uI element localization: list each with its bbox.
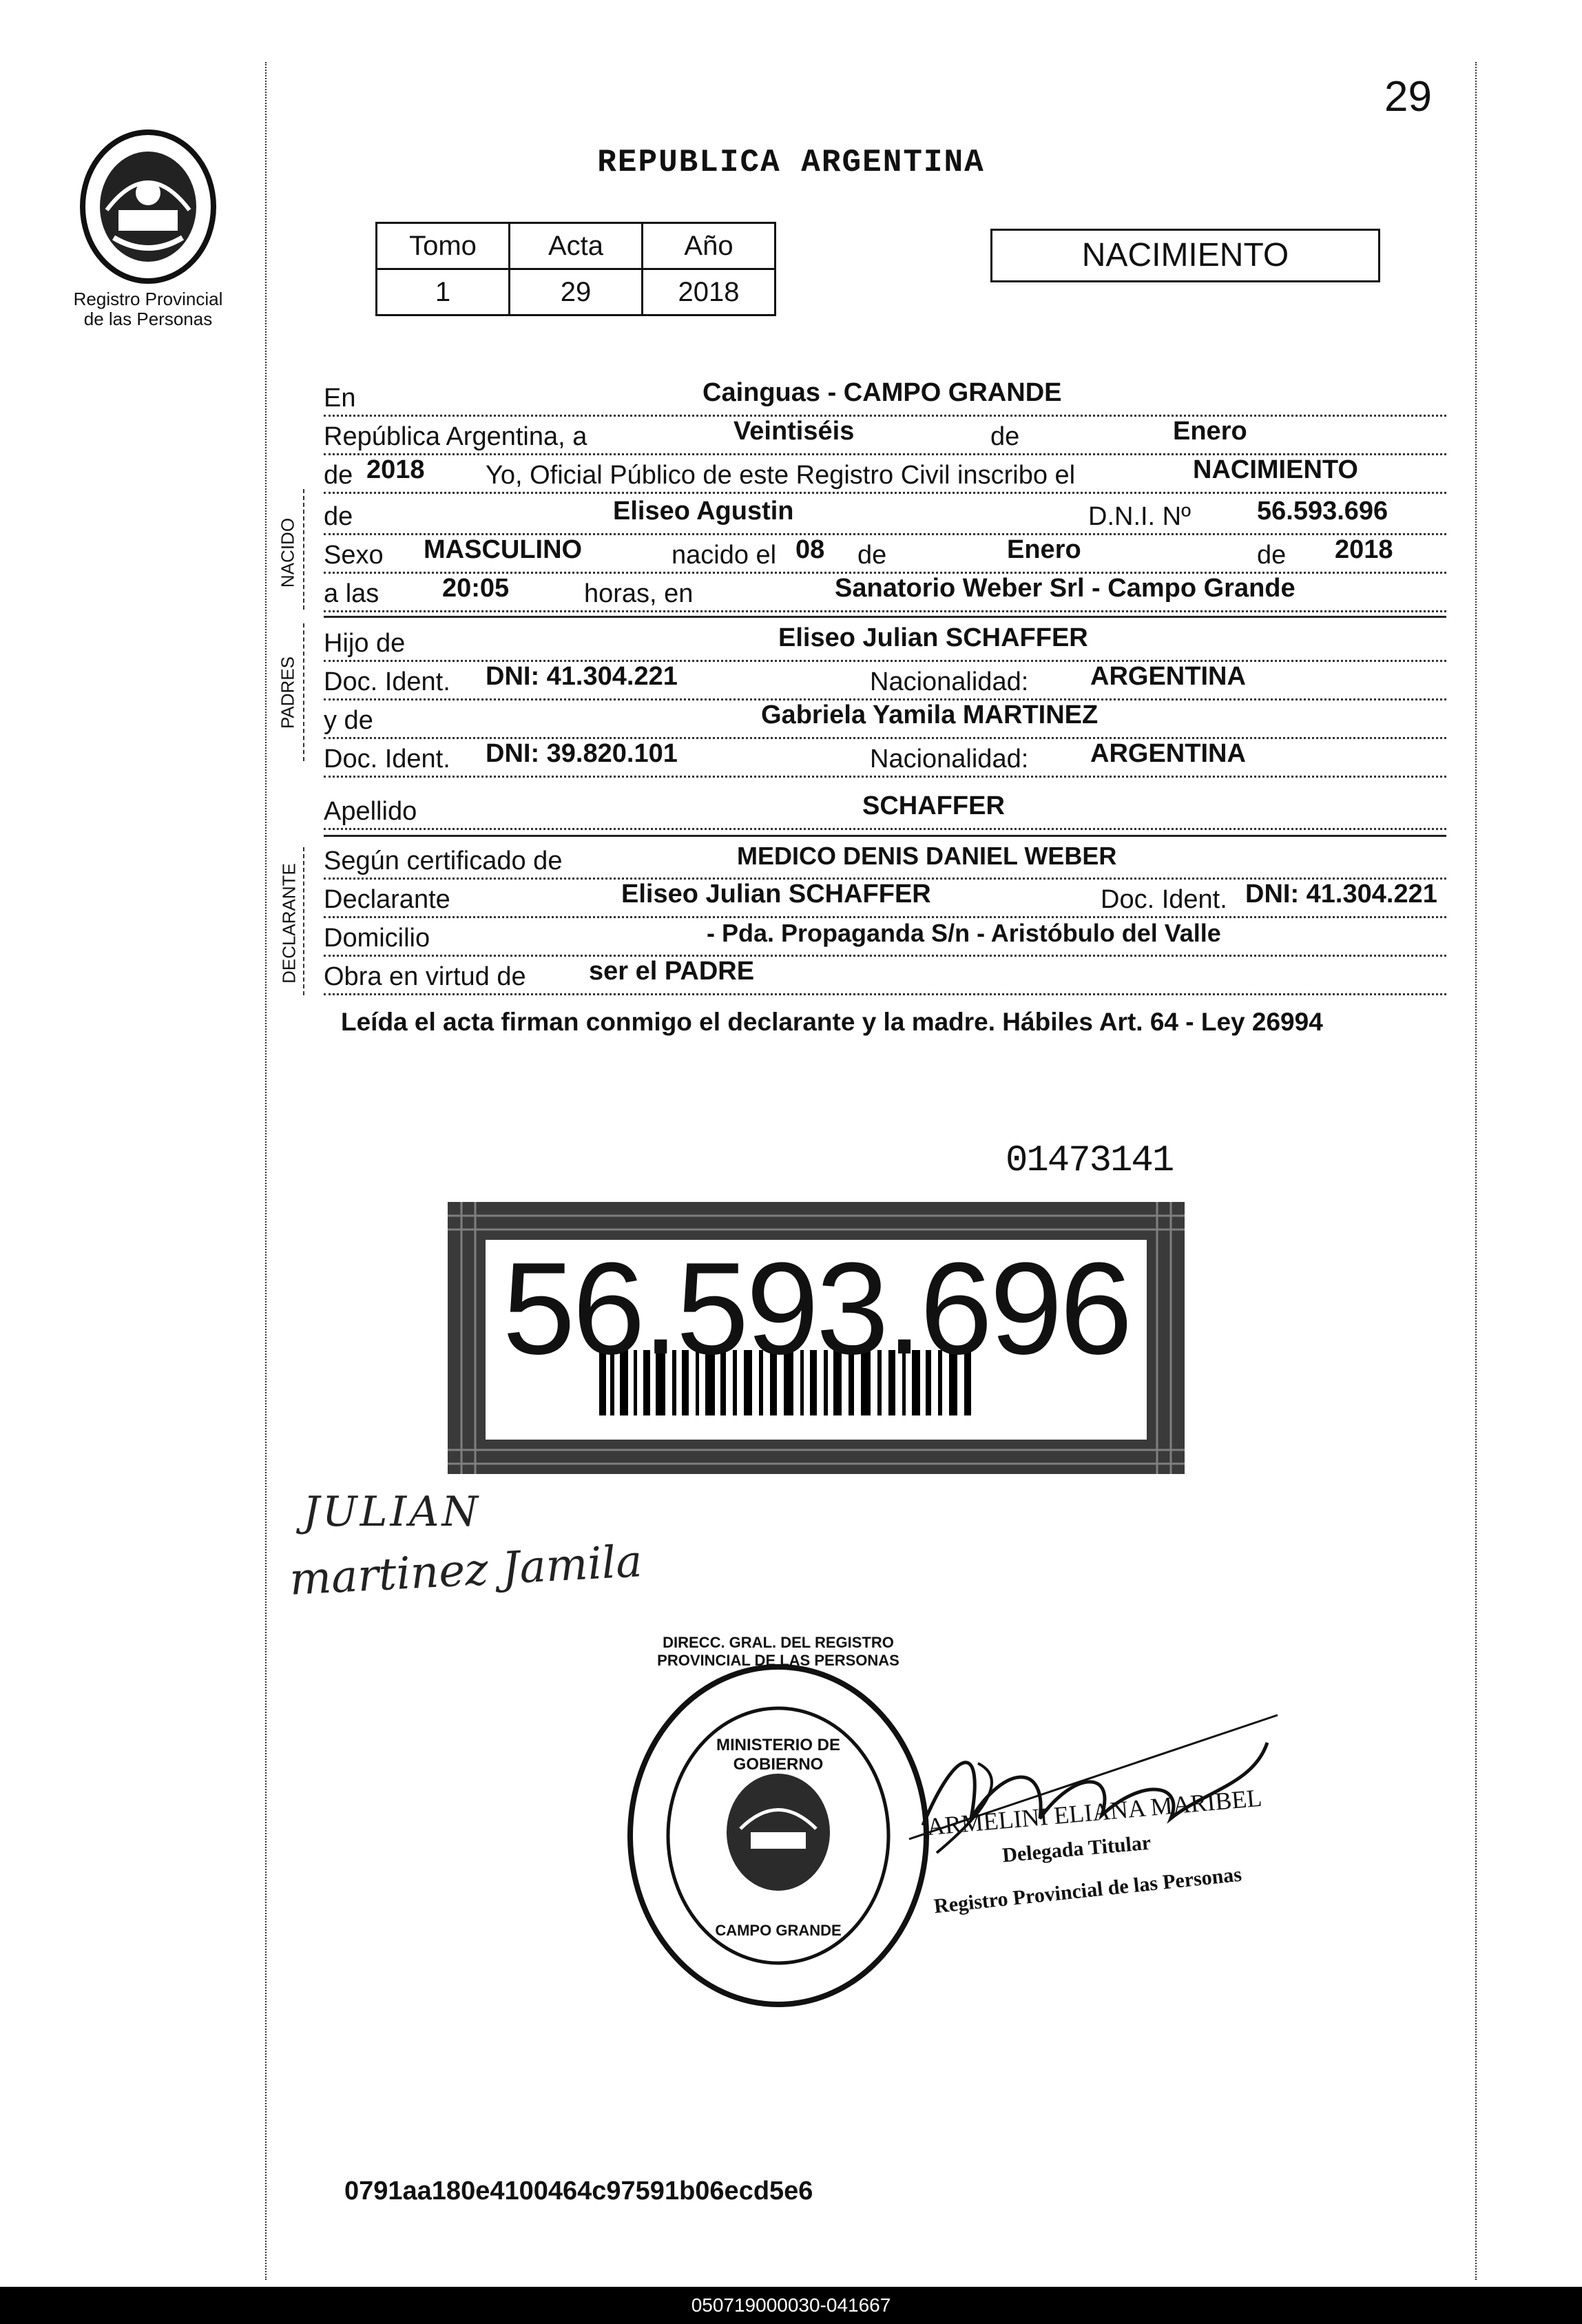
row-obra — [324, 956, 1446, 995]
handwritten-line-1: JULIAN — [303, 1488, 481, 1536]
dni-label: D.N.I. Nº — [1088, 502, 1191, 531]
row-madre-doc — [324, 738, 1446, 778]
row-certificado — [324, 840, 1446, 880]
header-acta: Acta — [510, 223, 643, 269]
nacido-de-label: de — [857, 541, 887, 570]
signatory-office: Registro Provincial de las Personas — [933, 1863, 1243, 1918]
page-number: 29 — [1384, 73, 1432, 121]
logo-caption-line2: de las Personas — [83, 309, 213, 329]
day-value: Veintiséis — [733, 417, 855, 446]
lugar-value: Sanatorio Weber Srl - Campo Grande — [835, 574, 1295, 603]
yde-label: y de — [324, 706, 373, 735]
header-ano: Año — [643, 223, 776, 269]
declarante-label: Declarante — [324, 885, 450, 914]
barcode-dni-number: 56.593.696 — [502, 1236, 1130, 1382]
nacido-side-line — [303, 489, 304, 610]
madre-nac-label: Nacionalidad: — [870, 745, 1029, 774]
sexo-value: MASCULINO — [424, 535, 583, 564]
serial-number: 01473141 — [1006, 1140, 1174, 1182]
row-hijo — [324, 623, 1446, 662]
handwritten-line-2: martinez Jamila — [288, 1536, 644, 1606]
hora-value: 20:05 — [442, 574, 510, 603]
nacido-month: Enero — [1007, 535, 1081, 564]
padre-doc-label: Doc. Ident. — [324, 667, 450, 696]
nombre-value: Eliseo Agustin — [613, 497, 794, 526]
declarante-doc-value: DNI: 41.304.221 — [1245, 880, 1437, 909]
declarante-value: Eliseo Julian SCHAFFER — [621, 880, 931, 909]
document-title: REPUBLICA ARGENTINA — [597, 145, 985, 180]
domicilio-label: Domicilio — [324, 924, 430, 953]
row-madre — [324, 700, 1446, 739]
signatory-name: ARMELINI ELIANA MARIBEL — [926, 1783, 1263, 1841]
nacido-de-year-label: de — [1257, 541, 1287, 570]
madre-doc-label: Doc. Ident. — [324, 745, 450, 774]
row-hora — [324, 573, 1446, 612]
en-label: En — [324, 384, 356, 413]
barcode-label — [448, 1202, 1185, 1474]
dni-value: 56.593.696 — [1257, 497, 1388, 526]
row-declarante — [324, 879, 1446, 918]
nombre-label: de — [324, 502, 353, 531]
record-type-box: NACIMIENTO — [990, 229, 1380, 282]
declarante-side-line — [303, 847, 304, 995]
side-label-declarante: DECLARANTE — [278, 863, 300, 984]
padres-side-line — [303, 623, 304, 761]
madre-name: Gabriela Yamila MARTINEZ — [761, 701, 1099, 729]
inscribo-label: Yo, Oficial Público de este Registro Civil inscribo el — [486, 461, 1076, 490]
value-tomo: 1 — [377, 269, 510, 315]
row-en — [324, 377, 1446, 417]
republica-label: República Argentina, a — [324, 422, 587, 451]
obra-value: ser el PADRE — [589, 957, 755, 986]
side-label-nacido: NACIDO — [277, 517, 298, 588]
sexo-label: Sexo — [324, 541, 384, 570]
certificado-value: MEDICO DENIS DANIEL WEBER — [737, 842, 1117, 870]
row-sexo — [324, 535, 1446, 574]
padre-doc-value: DNI: 41.304.221 — [486, 662, 678, 691]
logo-caption-line1: Registro Provincial — [73, 289, 223, 309]
nacido-year: 2018 — [1335, 535, 1393, 564]
year-value: 2018 — [366, 455, 425, 484]
lugar-label: horas, en — [584, 579, 694, 608]
row-inscribo — [324, 455, 1446, 494]
declarante-doc-label: Doc. Ident. — [1101, 885, 1227, 914]
madre-nac-value: ARGENTINA — [1090, 739, 1246, 768]
stamp-ring-text: DIRECC. GRAL. DEL REGISTRO PROVINCIAL DE LAS PERSONAS — [657, 1634, 899, 1669]
section-separator-nacido — [324, 616, 1446, 618]
de-label: de — [990, 422, 1020, 451]
nacido-day: 08 — [795, 535, 825, 564]
row-padre-doc — [324, 661, 1446, 701]
padre-name: Eliseo Julian SCHAFFER — [778, 623, 1088, 652]
stamp-city-text: CAMPO GRANDE — [715, 1922, 842, 1939]
padre-nac-label: Nacionalidad: — [870, 667, 1029, 696]
stamp-inner-text: MINISTERIO DE GOBIERNO — [716, 1736, 840, 1774]
en-value: Cainguas - CAMPO GRANDE — [702, 378, 1062, 407]
official-stamp-icon — [620, 1657, 937, 2015]
closing-statement: Leída el acta firman conmigo el declarante y la madre. Hábiles Art. 64 - Ley 26994 — [341, 1008, 1323, 1036]
footer-bar — [0, 2287, 1582, 2324]
apellido-label: Apellido — [324, 797, 417, 826]
row-republica — [324, 416, 1446, 455]
left-margin-line — [265, 62, 267, 2280]
value-acta: 29 — [510, 269, 643, 315]
hijo-label: Hijo de — [324, 629, 406, 658]
record-table-header-row — [377, 223, 776, 269]
handwritten-note — [288, 1488, 840, 1606]
footer-code: 050719000030-041667 — [691, 2294, 891, 2316]
side-label-padres: PADRES — [277, 656, 298, 729]
document-hash: 0791aa180e4100464c97591b06ecd5e6 — [344, 2177, 813, 2206]
madre-doc-value: DNI: 39.820.101 — [486, 739, 678, 768]
record-table — [375, 222, 776, 316]
apellido-value: SCHAFFER — [862, 791, 1005, 820]
header-tomo: Tomo — [377, 223, 510, 269]
right-margin-line — [1475, 62, 1477, 2280]
row-nombre — [324, 496, 1446, 535]
nacido-label: nacido el — [672, 541, 777, 570]
row-domicilio — [324, 917, 1446, 957]
row-apellido — [324, 791, 1446, 830]
hora-label: a las — [324, 579, 379, 608]
de-year-label: de — [324, 461, 353, 490]
record-table-value-row — [377, 269, 776, 315]
month-value: Enero — [1173, 417, 1247, 446]
inscribo-value: NACIMIENTO — [1193, 455, 1358, 484]
section-separator-apellido — [324, 835, 1446, 837]
signatory-title: Delegada Titular — [1001, 1831, 1152, 1867]
value-ano: 2018 — [643, 269, 776, 315]
certificado-label: Según certificado de — [324, 847, 563, 875]
domicilio-value: - Pda. Propaganda S/n - Aristóbulo del Valle — [707, 919, 1221, 947]
padre-nac-value: ARGENTINA — [1090, 662, 1246, 691]
obra-label: Obra en virtud de — [324, 962, 526, 991]
